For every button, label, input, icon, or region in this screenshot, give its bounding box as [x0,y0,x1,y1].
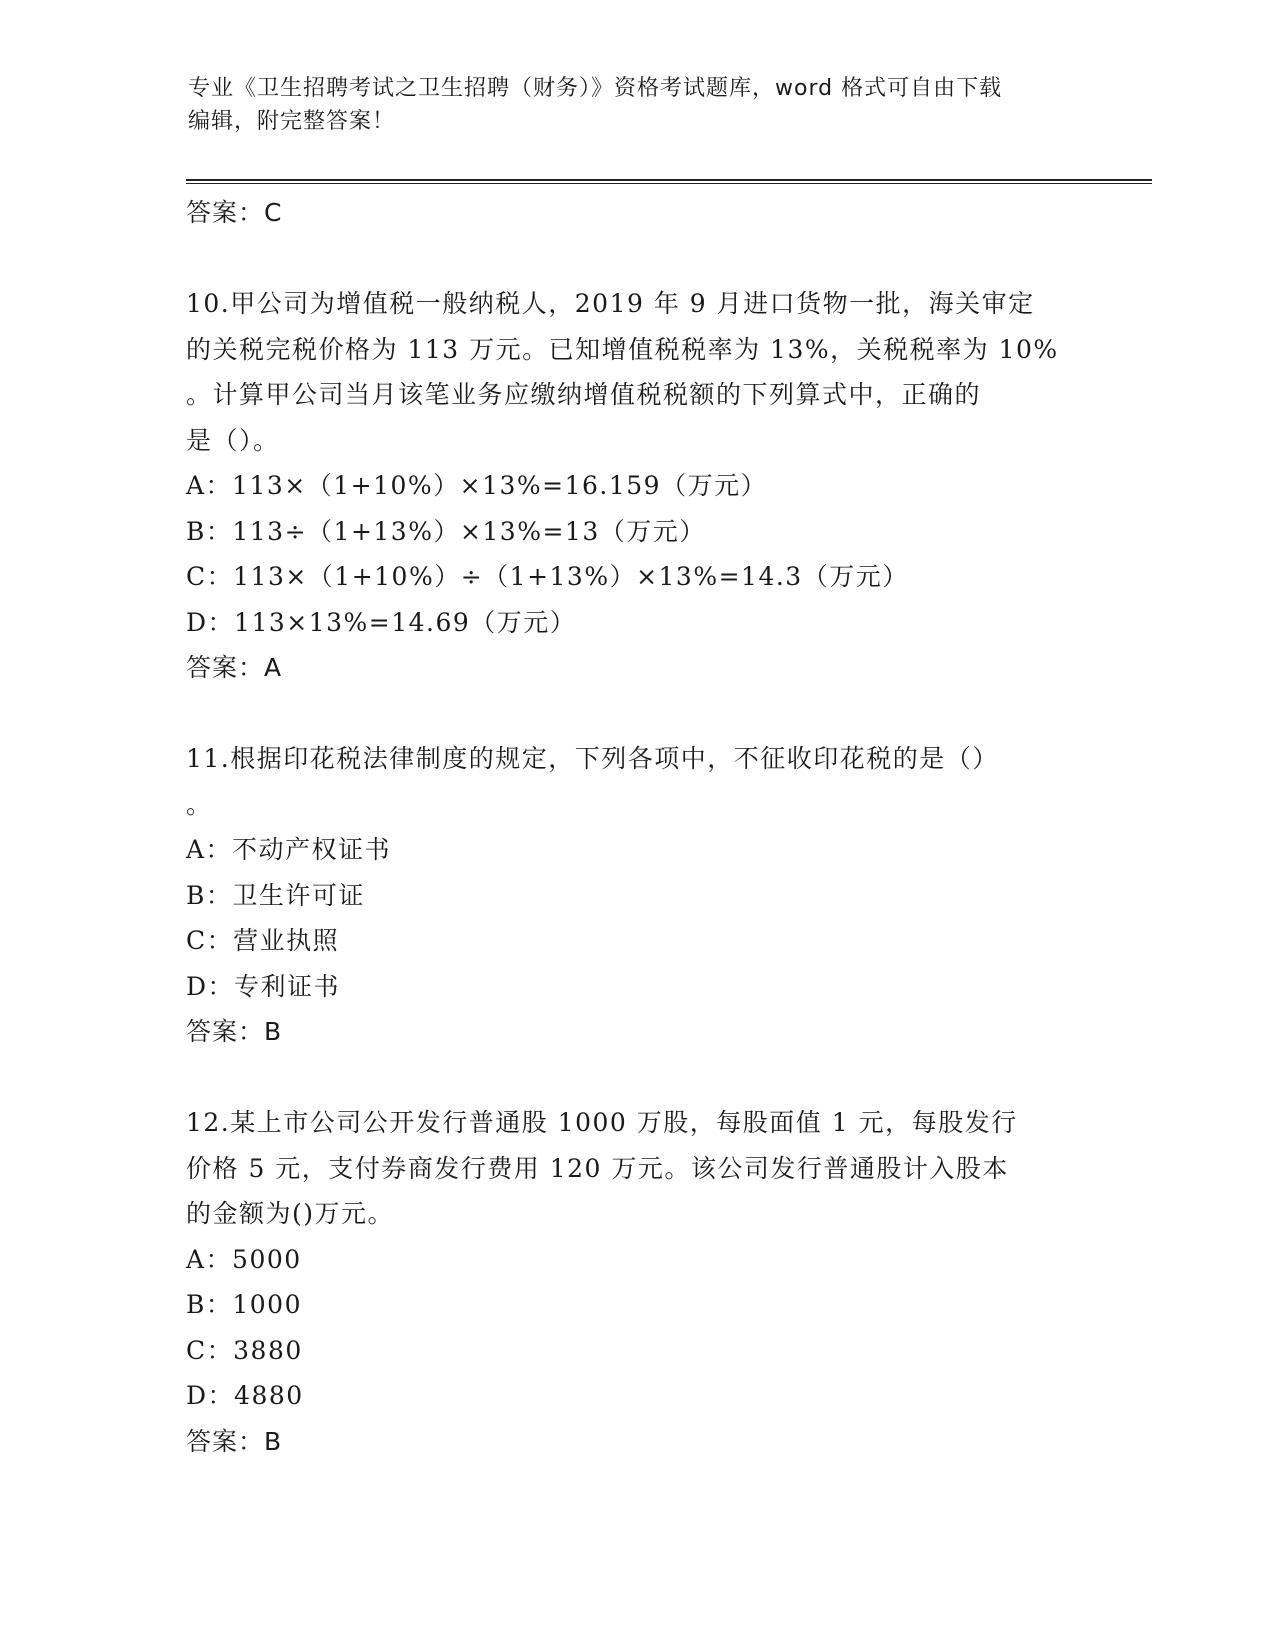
option-c: C：营业执照 [186,926,340,955]
answer-label: 答案：A [186,653,283,682]
question-text: 是（）。 [186,425,280,455]
question-10 [186,281,1086,691]
question-text: 10.甲公司为增值税一般纳税人，2019 年 9 月进口货物一批，海关审定 [186,289,1035,318]
option-b: B：卫生许可证 [186,880,365,910]
option-b: B：1000 [186,1290,302,1319]
question-11 [186,736,1086,1055]
option-d: D：专利证书 [186,971,341,1001]
question-text: 的关税完税价格为 113 万元。已知增值税税率为 13%，关税税率为 10% [186,334,1059,364]
option-d: D：113×13%=14.69（万元） [186,607,577,637]
document-body [186,190,1086,1464]
option-a: A：5000 [186,1244,302,1274]
header-divider-thin [186,183,1152,184]
answer-label: 答案：B [186,1017,283,1046]
option-c: C：3880 [186,1335,303,1365]
question-text: 。计算甲公司当月该笔业务应缴纳增值税税额的下列算式中，正确的 [186,380,982,409]
header-line: 编辑，附完整答案！ [188,109,396,134]
question-text: 11.根据印花税法律制度的规定，下列各项中，不征收印花税的是（） [186,744,999,773]
header-divider [186,179,1152,181]
header-line: 专业《卫生招聘考试之卫生招聘（财务）》资格考试题库，word 格式可自由下载 [188,76,1003,101]
question-text: 价格 5 元，支付券商发行费用 120 万元。该公司发行普通股计入股本 [186,1153,1009,1183]
question-text: 。 [186,789,213,819]
answer-label: 答案：C [186,198,283,227]
option-c: C：113×（1+10%）÷（1+13%）×13%=14.3（万元） [186,562,909,591]
option-a: A：113×（1+10%）×13%=16.159（万元） [186,471,768,500]
page-header [188,72,1068,138]
question-12 [186,1100,1086,1464]
answer-label: 答案：B [186,1426,283,1456]
option-d: D：4880 [186,1381,304,1410]
option-b: B：113÷（1+13%）×13%=13（万元） [186,516,706,546]
question-text: 的金额为()万元。 [186,1199,395,1228]
question-text: 12.某上市公司公开发行普通股 1000 万股，每股面值 1 元，每股发行 [186,1108,1018,1137]
option-a: A：不动产权证书 [186,835,392,864]
